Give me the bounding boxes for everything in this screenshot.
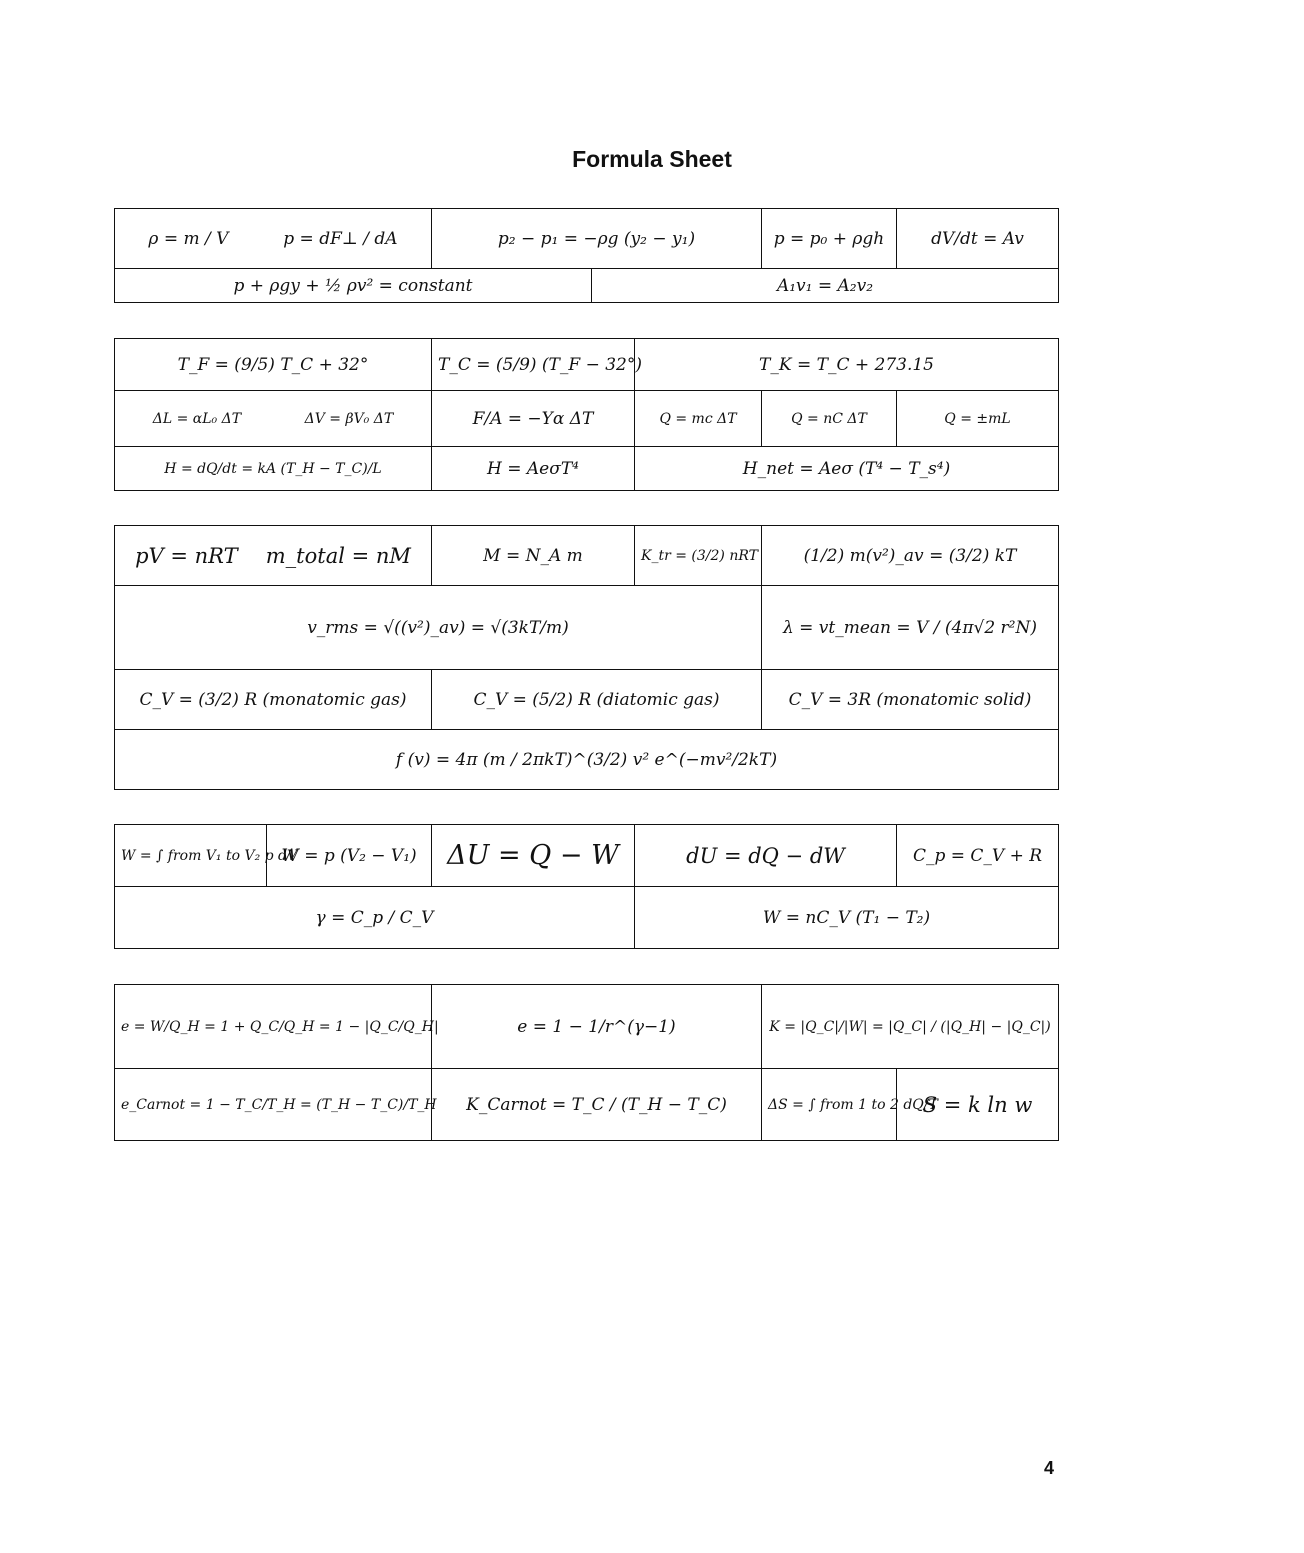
cp-cv-formula: C_p = C_V + R: [897, 825, 1059, 887]
celsius-formula: T_C = (5/9) (T_F − 32°): [432, 339, 635, 391]
density-formula: ρ = m / V: [148, 228, 229, 249]
page-number: 4: [1044, 1458, 1055, 1478]
kinetic-theory-formula-table: [114, 525, 1059, 790]
translational-ke-formula: K_tr = (3/2) nRT: [635, 526, 762, 586]
pressure-difference-formula: p₂ − p₁ = −ρg (y₂ − y₁): [432, 209, 762, 269]
work-integral-formula: W = ∫ from V₁ to V₂ p dV: [115, 825, 267, 887]
hydrostatic-formula: p = p₀ + ρgh: [762, 209, 897, 269]
fluids-formula-table: [114, 208, 1059, 269]
rms-speed-formula: v_rms = √((v²)_av) = √(3kT/m): [115, 586, 762, 670]
gamma-formula: γ = C_p / C_V: [115, 887, 635, 949]
otto-efficiency-formula: e = 1 − 1/r^(γ−1): [432, 985, 762, 1069]
total-mass-formula: m_total = nM: [265, 543, 411, 568]
entropy-change-formula: ΔS = ∫ from 1 to 2 dQ/T: [762, 1069, 897, 1141]
molar-mass-formula: M = N_A m: [432, 526, 635, 586]
fahrenheit-formula: T_F = (9/5) T_C + 32°: [115, 339, 432, 391]
fluids-formula-table-row2: [114, 268, 1059, 303]
average-ke-formula: (1/2) m(v²)_av = (3/2) kT: [762, 526, 1059, 586]
mean-free-path-formula: λ = vt_mean = V / (4π√2 r²N): [762, 586, 1059, 670]
conduction-formula: H = dQ/dt = kA (T_H − T_C)/L: [115, 447, 432, 491]
kelvin-formula: T_K = T_C + 273.15: [635, 339, 1059, 391]
carnot-efficiency-formula: e_Carnot = 1 − T_C/T_H = (T_H − T_C)/T_H: [115, 1069, 432, 1141]
first-law-formula-table: [114, 824, 1059, 949]
second-law-formula-table: [114, 984, 1059, 1141]
latent-heat-formula: Q = ±mL: [897, 391, 1059, 447]
maxwell-boltzmann-formula: f (v) = 4π (m / 2πkT)^(3/2) v² e^(−mv²/2kT): [115, 730, 1059, 790]
thermal-stress-formula: F/A = −Yα ΔT: [432, 391, 635, 447]
cv-diatomic-gas-formula: C_V = (5/2) R (diatomic gas): [432, 670, 762, 730]
heat-molar-formula: Q = nC ΔT: [762, 391, 897, 447]
boltzmann-entropy-formula: S = k ln w: [897, 1069, 1059, 1141]
carnot-cop-formula: K_Carnot = T_C / (T_H − T_C): [432, 1069, 762, 1141]
expansion-cell: [115, 391, 432, 447]
heat-mass-formula: Q = mc ΔT: [635, 391, 762, 447]
net-radiation-formula: H_net = Aeσ (T⁴ − T_s⁴): [635, 447, 1059, 491]
page-title: Formula Sheet: [572, 146, 732, 172]
temperature-formula-table: [114, 338, 1059, 491]
cv-monatomic-gas-formula: C_V = (3/2) R (monatomic gas): [115, 670, 432, 730]
refrigerator-cop-formula: K = |Q_C|/|W| = |Q_C| / (|Q_H| − |Q_C|): [762, 985, 1059, 1069]
cv-monatomic-solid-formula: C_V = 3R (monatomic solid): [762, 670, 1059, 730]
adiabatic-work-formula: W = nC_V (T₁ − T₂): [635, 887, 1059, 949]
first-law-formula: ΔU = Q − W: [432, 825, 635, 887]
volume-expansion-formula: ΔV = βV₀ ΔT: [304, 410, 394, 427]
bernoulli-formula: p + ρgy + ½ ρv² = constant: [115, 269, 592, 303]
pressure-formula: p = dF⊥ / dA: [283, 228, 398, 249]
flow-rate-formula: dV/dt = Av: [897, 209, 1059, 269]
efficiency-formula: e = W/Q_H = 1 + Q_C/Q_H = 1 − |Q_C/Q_H|: [115, 985, 432, 1069]
linear-expansion-formula: ΔL = αL₀ ΔT: [152, 410, 242, 427]
gas-law-cell: [115, 526, 432, 586]
density-pressure-cell: [115, 209, 432, 269]
work-constant-pressure-formula: W = p (V₂ − V₁): [267, 825, 432, 887]
ideal-gas-formula: pV = nRT: [135, 543, 238, 568]
first-law-differential-formula: dU = dQ − dW: [635, 825, 897, 887]
radiation-formula: H = AeσT⁴: [432, 447, 635, 491]
continuity-formula: A₁v₁ = A₂v₂: [592, 269, 1059, 303]
